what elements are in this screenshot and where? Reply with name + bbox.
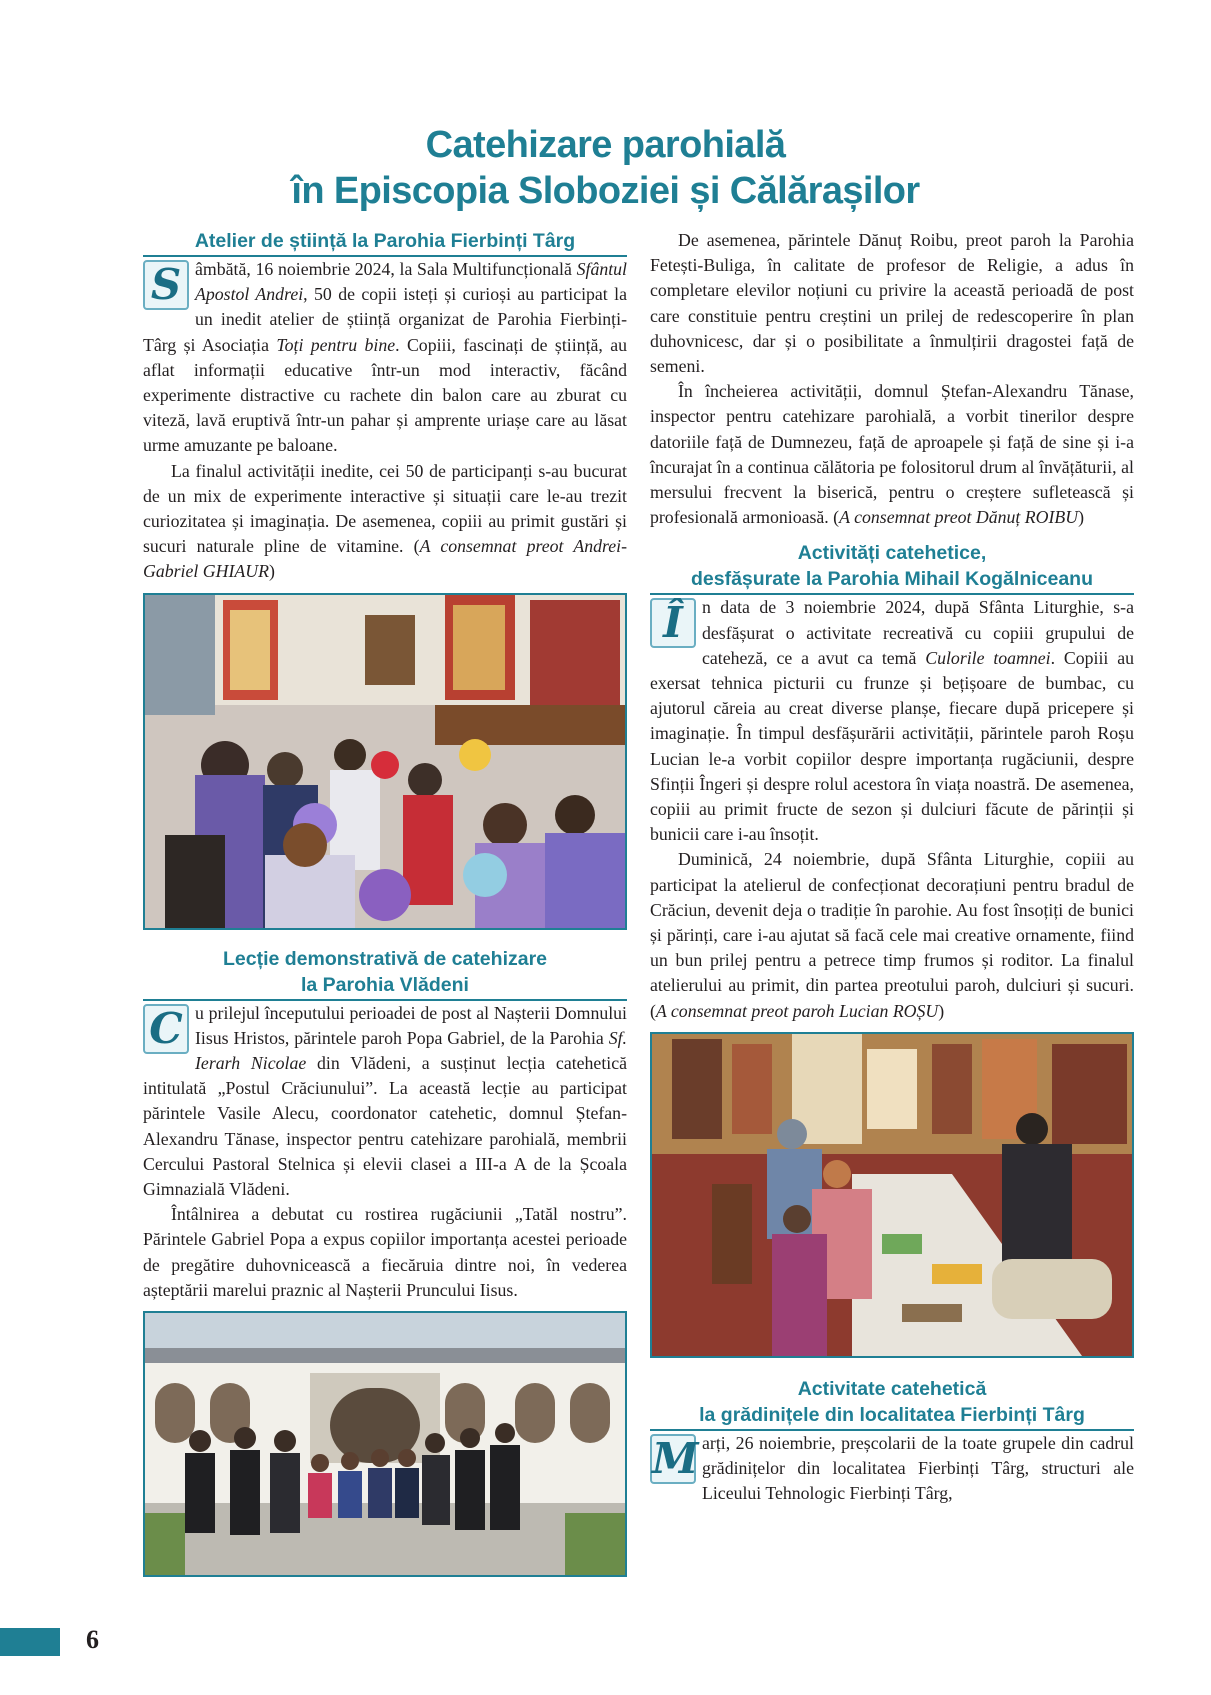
article-paragraph: Î n data de 3 noiembrie 2024, după Sfânta Liturghie, s-a desfășurat o activitate recreativă cu copiii grupului de cateheză, ce a avut ca temă Culorile toamnei. Copiii au exersat tehnica picturii cu frunze și bețișoare de bumbac, cu ajutorul căreia au creat diverse planșe, fiecare după pricepere și imaginație. În timpul desfășurării activității, părintele paroh Roșu Lucian le-a vorbit copiilor despre importanța rugăciunii, despre Sfinții Îngeri și despre rolul acestora în viața noastră. De asemenea, copiii au primit fructe de sezon și dulciuri făcute de părinții și bunicii care i-au însoțit. [650,597,1134,845]
section-title-catechetical-activities: Activități catehetice, desfășurate la Parohia Mihail Kogălniceanu [650,540,1134,595]
page-title [0,122,1211,214]
article-paragraph: Duminică, 24 noiembrie, după Sfânta Liturghie, copiii au participat la atelierul de confecționat decorațiuni pentru bradul de Crăciun, devenit deja o tradiție în parohie. Au fost însoțiți de bunici și părinți, care i-au ajutat să facă cele mai creative ornamente, fiind un bun prilej pentru a petrece timp frumos și roditor. La finalul atelierului au primit, din partea preotului paroh, dulciuri și sucuri. (A consemnat preot paroh Lucian ROȘU) [650,849,1134,1021]
page-title-line-1: Catehizare parohială [425,124,786,166]
right-column [650,228,1134,1507]
page-number: 6 [86,1625,99,1654]
article-paragraph: C u prilejul începutului perioadei de post al Nașterii Domnului Iisus Hristos, părintele paroh Popa Gabriel, de la Parohia Sf. Ierarh Nicolae din Vlădeni, a susținut lecția catehetică intitulată „Postul Crăciunului”. La această lecție au participat părintele Vasile Alecu, coordonator catehetic, domnul Ștefan-Alexandru Tănase, inspector pentru catehizare parohială, membrii Cercului Pastoral Stelnica și elevii clasei a III-a A de la Școala Gimnazială Vlădeni. [143,1002,627,1200]
article-paragraph: De asemenea, părintele Dănuț Roibu, preot paroh la Parohia Fetești-Buliga, în calitate de profesor de Religie, a adus în completare elevilor noțiuni cu privire la această perioadă de post care constituie pentru creștini un prilej de redescoperire în plan duhovnicesc, dar și o posibilitate a înmulțirii dragostei față de semeni. [650,230,1134,377]
section-title-kindergarten: Activitate catehetică la grădinițele din localitatea Fierbinți Târg [650,1376,1134,1431]
article-paragraph: Întâlnirea a debutat cu rostirea rugăciunii „Tatăl nostru”. Părintele Gabriel Popa a expus copiilor importanța acestei perioade de pregătire duhovnicească a fiecăruia dintre noi, în vederea așteptării marelui praznic al Nașterii Pruncului Iisus. [143,1204,627,1300]
section-title-demo-lesson: Lecție demonstrativă de catehizare la Parohia Vlădeni [143,946,627,1001]
author-credit: A consemnat preot Andrei-Gabriel GHIAUR [143,536,627,582]
article-paragraph: S âmbătă, 16 noiembrie 2024, la Sala Multifuncțională Sfântul Apostol Andrei, 50 de copii isteți și curioși au participat la un inedit atelier de știință organizat de Parohia Fierbinți-Târg și Asociația Toți pentru bine. Copiii, fascinați de știință, au aflat informații educative într-un mod interactiv, făcând experimente distractive cu rachete din balon care au zburat cu viteză, lavă eruptivă într-un pahar și amprente uriașe care au lăsat urme amuzante pe baloane. [143,259,627,456]
left-column [143,228,627,1585]
dropcap: M [652,1433,699,1483]
dropcap: S [143,260,189,310]
photo-church-workshop [650,1032,1134,1358]
photo-children-balloons [143,593,627,930]
dropcap: C [143,1004,189,1054]
article-paragraph: M arți, 26 noiembrie, preșcolarii de la toate grupele din cadrul grădinițelor din localitatea Fierbinți Târg, structuri ale Liceului Tehnologic Fierbinți Târg, [652,1432,1134,1504]
section-title-science-workshop: Atelier de știință la Parohia Fierbinți Târg [143,228,627,257]
author-credit: A consemnat preot paroh Lucian ROȘU [655,1000,939,1021]
photo-group-school-entrance [143,1311,627,1577]
page-tab-marker [0,1628,60,1656]
article-paragraph: La finalul activității inedite, cei 50 de participanți s-au bucurat de un mix de experimente interactive și situații care le-au trezit curiozitatea și imaginația. De asemenea, copiii au primit gustări și sucuri naturale pline de vitamine. (A consemnat preot Andrei-Gabriel GHIAUR) [143,460,627,582]
author-credit: A consemnat preot Dănuț ROIBU [839,507,1079,528]
article-paragraph: În încheierea activității, domnul Ștefan-Alexandru Tănase, inspector pentru catehizare parohială, a vorbit tinerilor despre datoriile față de Dumnezeu, față de aproapele și față de sine și i-a încurajat în a continua călătoria pe folositorul drum al învățăturii, al mersului frecvent la biserică, pentru o creștere sufletească și profesională armonioasă. (A consemnat preot Dănuț ROIBU) [650,381,1134,528]
dropcap: Î [650,598,696,648]
page-title-line-2: în Episcopia Sloboziei și Călărașilor [291,170,920,212]
